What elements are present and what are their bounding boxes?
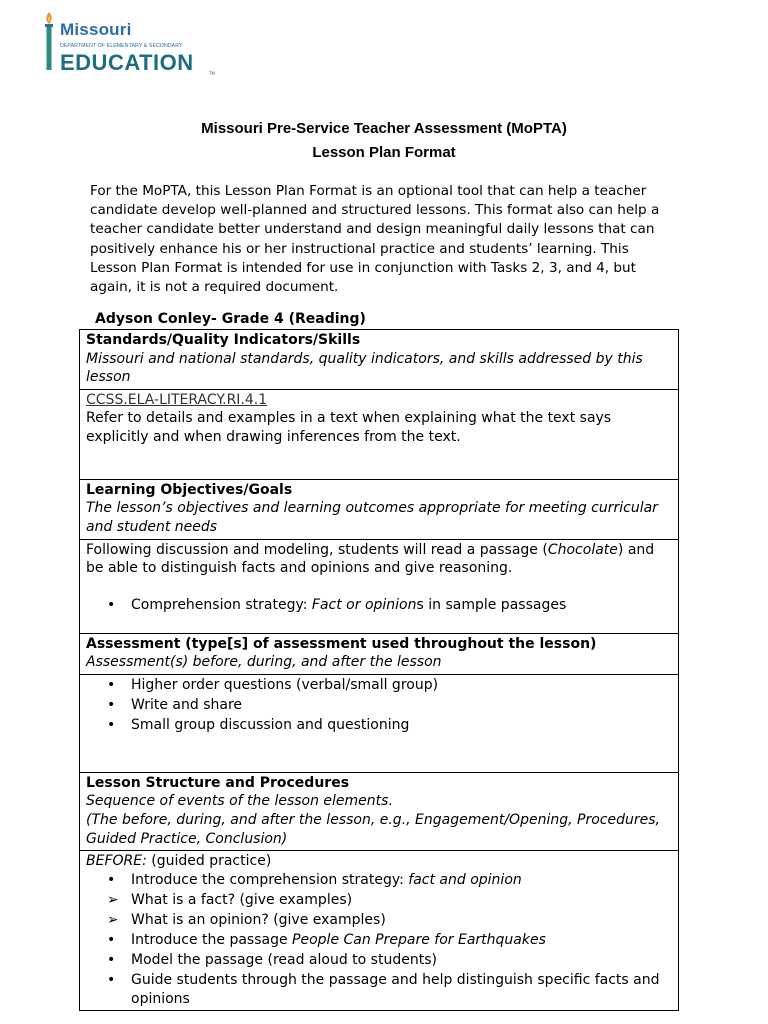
procedures-heading-text: Lesson Structure and Procedures bbox=[86, 774, 350, 791]
bullet-icon: • bbox=[107, 676, 116, 693]
procedures-content-cell bbox=[80, 851, 679, 1011]
procedures-examples: (The before, during, and after the lesson, e.g., Engagement/Opening, Procedures, Guided Practice, Conclusion) bbox=[86, 811, 660, 847]
item-italic: fact and opinion bbox=[408, 871, 522, 888]
item-text: Write and share bbox=[131, 696, 243, 713]
objectives-text-part: ) and be able to distinguish facts and opinions and give reasoning. bbox=[86, 541, 655, 577]
item-italic: Fact or opinion bbox=[311, 597, 417, 614]
procedures-heading bbox=[86, 774, 672, 793]
document-title: Missouri Pre-Service Teacher Assessment (MoPTA) bbox=[201, 120, 567, 137]
item-text: What is a fact? (give examples) bbox=[131, 891, 353, 908]
objectives-content-cell bbox=[80, 539, 679, 633]
objectives-list bbox=[86, 596, 672, 615]
list-item bbox=[86, 971, 672, 1008]
item-text: Introduce the passage bbox=[131, 932, 293, 948]
logo-trademark: TM bbox=[209, 71, 215, 76]
item-text: Introduce the comprehension strategy: bbox=[131, 871, 409, 888]
procedures-description: Sequence of events of the lesson elements. bbox=[86, 793, 393, 810]
list-item bbox=[86, 931, 672, 950]
bullet-icon: • bbox=[107, 597, 116, 614]
bullet-icon: • bbox=[107, 871, 116, 888]
list-item bbox=[86, 951, 672, 970]
list-item bbox=[86, 596, 672, 615]
standards-header-row bbox=[80, 330, 679, 390]
procedures-header-row bbox=[80, 772, 679, 850]
before-note: (guided practice) bbox=[146, 853, 272, 870]
objectives-heading: Learning Objectives/Goals bbox=[86, 481, 293, 498]
standards-content-cell bbox=[80, 389, 679, 479]
passage-title: Chocolate bbox=[547, 541, 618, 558]
list-item bbox=[86, 911, 672, 930]
assessment-header-row bbox=[80, 633, 679, 674]
item-text: s in sample passages bbox=[416, 597, 567, 614]
item-text: Small group discussion and questioning bbox=[131, 716, 410, 733]
assessment-content-cell bbox=[80, 674, 679, 772]
intro-paragraph bbox=[90, 182, 690, 297]
intro-line: again, it is not a required document. bbox=[90, 279, 339, 296]
torch-icon bbox=[40, 10, 58, 72]
list-item bbox=[86, 891, 672, 910]
objectives-text-part: Following discussion and modeling, students will read a passage ( bbox=[86, 541, 548, 558]
logo-state: Missouri bbox=[60, 20, 132, 39]
bullet-icon: • bbox=[107, 716, 116, 733]
before-label bbox=[86, 852, 672, 871]
assessment-list bbox=[86, 676, 672, 735]
bullet-icon: • bbox=[107, 952, 116, 969]
standard-code-link[interactable]: CCSS.ELA-LITERACY.RI.4.1 bbox=[86, 391, 268, 408]
list-item bbox=[86, 676, 672, 695]
procedures-content-row bbox=[80, 851, 679, 1011]
standard-text: Refer to details and examples in a text when explaining what the text says explicitly and when drawing inferences from the text. bbox=[86, 410, 612, 445]
list-item bbox=[86, 716, 672, 735]
bullet-icon: • bbox=[107, 696, 116, 713]
logo-department: DEPARTMENT OF ELEMENTARY & SECONDARY bbox=[60, 43, 183, 49]
objectives-text bbox=[86, 541, 672, 578]
intro-line: candidate develop well-planned and structured lessons. This format also can help a bbox=[90, 202, 660, 219]
arrow-bullet-icon: ➢ bbox=[107, 911, 119, 928]
arrow-bullet-icon: ➢ bbox=[107, 891, 119, 908]
objectives-content-row bbox=[80, 539, 679, 633]
before-label-text: BEFORE: bbox=[86, 853, 147, 870]
document-subtitle: Lesson Plan Format bbox=[312, 144, 456, 161]
lesson-plan-table bbox=[79, 329, 679, 1011]
intro-line: Lesson Plan Format is intended for use in conjunction with Tasks 2, 3, and 4, but bbox=[90, 259, 637, 276]
missouri-education-logo bbox=[38, 10, 218, 74]
intro-line: positively enhance his or her instructional practice and students’ learning. This bbox=[90, 240, 629, 257]
intro-line: For the MoPTA, this Lesson Plan Format is an optional tool that can help a teacher bbox=[90, 183, 647, 199]
standards-header-cell bbox=[80, 330, 679, 390]
student-heading: Adyson Conley- Grade 4 (Reading) bbox=[95, 311, 366, 327]
objectives-header-cell bbox=[80, 479, 679, 539]
list-item bbox=[86, 871, 672, 890]
item-italic: People Can Prepare for Earthquakes bbox=[292, 932, 546, 948]
list-item bbox=[86, 696, 672, 715]
item-text: Higher order questions (verbal/small group) bbox=[131, 676, 439, 693]
procedures-list bbox=[86, 871, 672, 1009]
logo-education: EDUCATION bbox=[60, 50, 194, 75]
assessment-content-row bbox=[80, 674, 679, 772]
objectives-description: The lesson’s objectives and learning outcomes appropriate for meeting curricular and student needs bbox=[86, 500, 658, 535]
item-text: Guide students through the passage and help distinguish specific facts and opinions bbox=[131, 972, 660, 1007]
bullet-icon: • bbox=[107, 972, 116, 989]
bullet-icon: • bbox=[107, 932, 116, 948]
assessment-heading: Assessment (type[s] of assessment used throughout the lesson) bbox=[86, 635, 597, 652]
standards-description: Missouri and national standards, quality indicators, and skills addressed by this lesson bbox=[86, 350, 643, 386]
intro-line: teacher candidate better understand and design meaningful daily lessons that can bbox=[90, 221, 655, 238]
standards-heading: Standards/Quality Indicators/Skills bbox=[86, 332, 361, 348]
item-text: What is an opinion? (give examples) bbox=[131, 911, 386, 928]
procedures-header-cell bbox=[80, 772, 679, 850]
objectives-header-row bbox=[80, 479, 679, 539]
item-text: Comprehension strategy: bbox=[131, 597, 312, 614]
assessment-header-cell bbox=[80, 633, 679, 674]
assessment-description: Assessment(s) before, during, and after the lesson bbox=[86, 654, 442, 671]
item-text: Model the passage (read aloud to students) bbox=[131, 952, 437, 969]
standards-content-row bbox=[80, 389, 679, 479]
